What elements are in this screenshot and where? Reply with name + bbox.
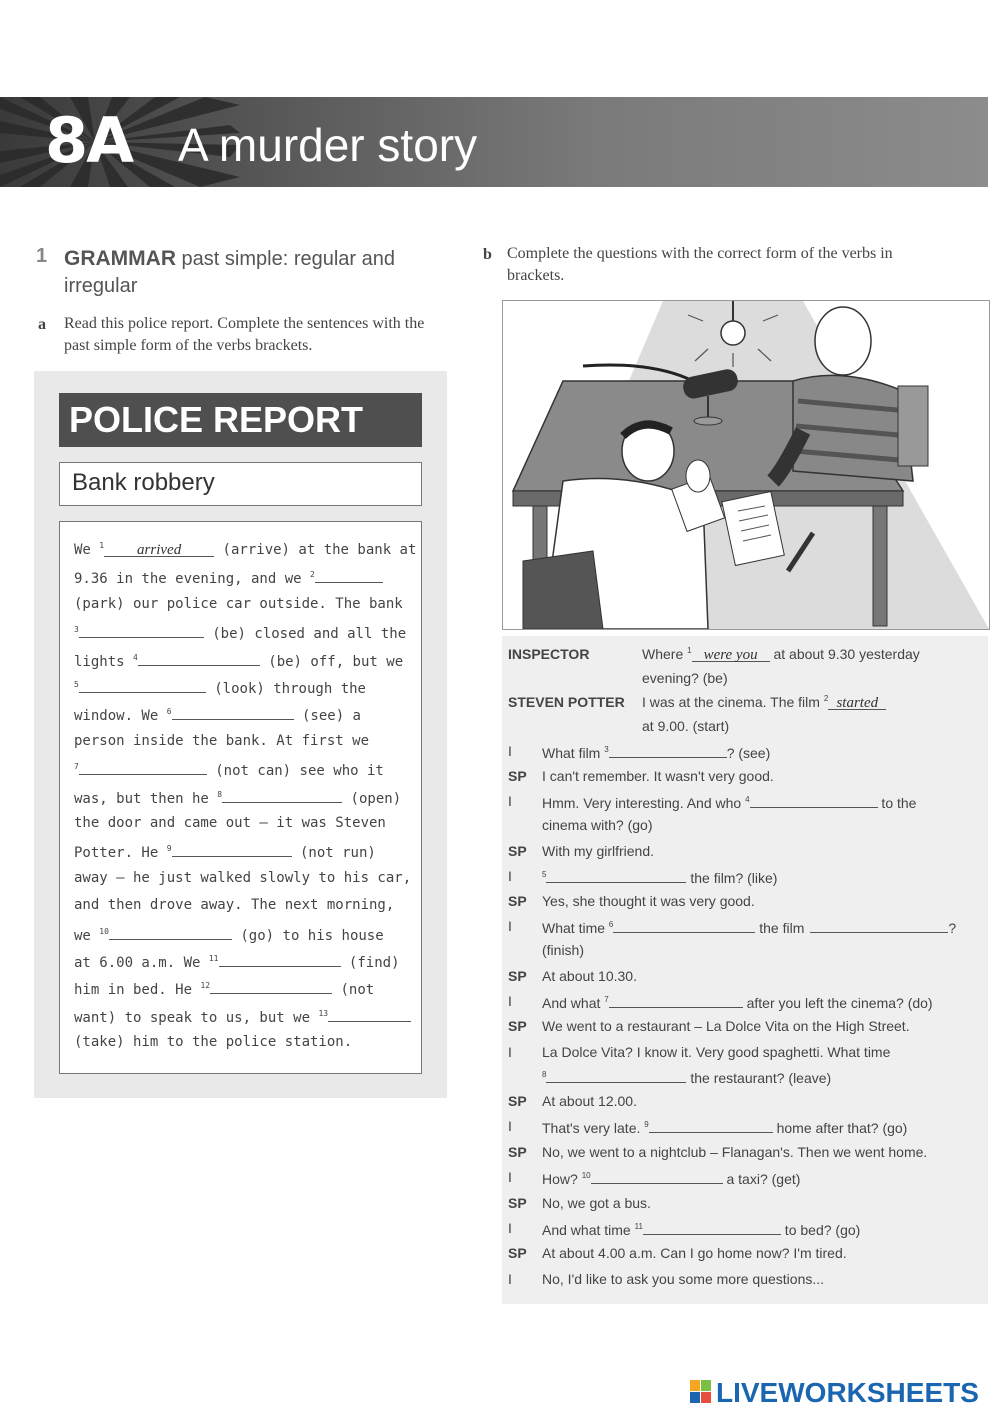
report-line <box>74 870 411 886</box>
speaker-label: SP <box>508 893 527 909</box>
report-line-text: the door and came out – it was Steven <box>74 815 386 831</box>
unit-banner <box>0 97 988 187</box>
dialogue-line <box>642 646 920 662</box>
blank-number: 7 <box>74 762 79 772</box>
report-line-text: Potter. He <box>74 845 167 862</box>
answer-blank[interactable] <box>609 743 727 758</box>
report-line <box>74 842 376 861</box>
dialogue-line <box>542 918 956 936</box>
dialogue-line-text: I was at the cinema. The film <box>642 694 824 710</box>
speaker-label: I <box>508 743 512 759</box>
dialogue-line-text: the restaurant? (leave) <box>686 1070 832 1086</box>
dialogue-line-text: At about 12.00. <box>542 1093 637 1109</box>
answer-blank[interactable] <box>172 842 292 857</box>
speaker-label: SP <box>508 1144 527 1160</box>
blank-number: 13 <box>318 1008 329 1018</box>
dialogue-line <box>542 1271 824 1287</box>
answer-blank[interactable] <box>546 1068 686 1083</box>
report-line-text: (be) off, but we <box>259 653 404 670</box>
answer-blank[interactable] <box>613 918 755 933</box>
answer-blank[interactable] <box>172 705 294 720</box>
report-line <box>74 596 403 612</box>
blank-number: 8 <box>542 1070 547 1079</box>
dialogue-line <box>542 817 653 833</box>
answer-blank[interactable] <box>649 1118 773 1133</box>
blank-number: 4 <box>745 795 750 804</box>
speaker-label: I <box>508 1044 512 1060</box>
unit-title: A murder story <box>178 119 478 171</box>
speaker-label: SP <box>508 768 527 784</box>
dialogue-line <box>642 670 728 686</box>
dialogue-line <box>542 1169 800 1187</box>
dialogue-line-text: (finish) <box>542 942 585 958</box>
report-line-text: away – he just walked slowly to his car, <box>74 869 412 886</box>
answer-blank[interactable] <box>219 952 341 967</box>
dialogue-line-text: No, we went to a nightclub – Flanagan's. Then we went home. <box>542 1144 928 1160</box>
unit-code: 8A <box>45 104 133 177</box>
blank-number: 12 <box>200 981 211 991</box>
blank-number: 6 <box>608 920 614 929</box>
dialogue-line-text: the film? (like) <box>686 870 778 886</box>
dialogue-line-text: What time <box>542 920 609 936</box>
report-line <box>74 623 406 642</box>
blank-number: 3 <box>74 625 79 635</box>
blank-number: 9 <box>644 1120 649 1129</box>
dialogue-line-text: at 9.00. (start) <box>642 718 730 734</box>
report-line-text: person inside the bank. At first we <box>74 732 370 749</box>
report-line-text: We <box>74 542 100 558</box>
report-line <box>74 705 361 724</box>
report-line-text: (find) <box>340 955 400 971</box>
dialogue-line-text: Where <box>642 646 688 662</box>
interrogation-illustration <box>502 300 990 630</box>
report-line <box>74 788 401 807</box>
report-line-text: (look) through the <box>205 681 366 697</box>
report-line <box>74 733 369 749</box>
report-line <box>74 979 374 998</box>
dialogue-line <box>542 993 933 1011</box>
report-line <box>74 952 400 971</box>
answer-blank[interactable] <box>328 1007 411 1022</box>
part-a-letter: a <box>38 316 46 333</box>
dialogue-line <box>542 793 916 811</box>
report-line <box>74 541 416 558</box>
speaker-label: I <box>508 1220 512 1236</box>
report-line-text: (arrive) at the bank at <box>214 542 417 558</box>
answer-blank[interactable]: started <box>828 695 886 710</box>
blank-number: 1 <box>687 646 692 655</box>
answer-blank[interactable] <box>79 760 207 775</box>
blank-number: 8 <box>217 789 223 799</box>
speaker-label: SP <box>508 1245 527 1261</box>
dialogue-line <box>542 968 637 984</box>
part-a-instruction: Read this police report. Complete the sentences with the past simple form of the verbs brackets. <box>64 315 425 354</box>
blank-number: 10 <box>99 926 109 936</box>
dialogue-line <box>542 1220 860 1238</box>
report-title: POLICE REPORT <box>59 393 422 447</box>
report-line <box>74 678 366 697</box>
footer-brand: LIVEWORKSHEETS <box>716 1377 979 1408</box>
report-line <box>74 925 384 944</box>
dialogue-line <box>542 1118 907 1136</box>
dialogue-line <box>542 868 777 886</box>
report-line-text: (not run) <box>291 845 376 862</box>
speaker-label: I <box>508 993 512 1009</box>
blank-number: 1 <box>99 541 105 550</box>
speaker-label: SP <box>508 843 527 859</box>
dialogue-line <box>542 768 774 784</box>
section-heading-rest: past simple: regular and irregular <box>64 248 395 297</box>
speaker-label: I <box>508 868 512 884</box>
dialogue-line-text: Yes, she thought it was very good. <box>542 893 755 909</box>
speaker-label: STEVEN POTTER <box>508 694 625 710</box>
liveworksheets-logo-icon <box>690 1380 712 1404</box>
dialogue-line <box>542 743 770 761</box>
dialogue-line-text: And what time <box>542 1222 635 1238</box>
dialogue-line-text: How? <box>542 1171 582 1187</box>
dialogue-line <box>542 1068 831 1086</box>
dialogue-line-text: We went to a restaurant – La Dolce Vita on the High Street. <box>542 1018 910 1034</box>
answer-blank[interactable] <box>210 979 332 994</box>
answer-blank[interactable] <box>643 1220 781 1235</box>
report-line-text: (take) him to the police station. <box>74 1034 353 1051</box>
report-line-text: (see) a <box>293 708 361 725</box>
report-line <box>74 1007 411 1026</box>
dialogue-line-text: cinema with? (go) <box>542 817 653 833</box>
dialogue-line-text: What film <box>542 745 605 761</box>
blank-number: 6 <box>166 707 172 717</box>
blank-number: 3 <box>604 745 609 754</box>
answer-blank[interactable] <box>609 993 743 1008</box>
report-line-text: was, but then he <box>74 790 218 807</box>
dialogue-line-text: evening? (be) <box>642 670 728 686</box>
dialogue-line <box>542 893 755 909</box>
speaker-label: I <box>508 918 512 934</box>
blank-number: 2 <box>823 694 829 703</box>
dialogue-line <box>642 694 886 710</box>
report-line <box>74 815 386 831</box>
report-line-text: (be) closed and all the <box>203 626 407 643</box>
dialogue-line-text: No, we got a bus. <box>542 1195 651 1211</box>
blank-number: 5 <box>542 870 547 879</box>
dialogue-line <box>542 1144 927 1160</box>
blank-number: 11 <box>208 954 219 963</box>
speaker-label: SP <box>508 1093 527 1109</box>
answer-blank[interactable] <box>546 868 686 883</box>
report-line-text: (open) <box>342 790 402 807</box>
dialogue-line <box>642 718 729 734</box>
report-line-text: and then drove away. The next morning, <box>74 897 395 914</box>
speaker-label: SP <box>508 1018 527 1034</box>
report-line-text: want) to speak to us, but we <box>74 1009 319 1026</box>
section-number: 1 <box>36 245 48 267</box>
report-line-text: him in bed. He <box>74 982 201 999</box>
report-line-text: (not <box>332 982 375 999</box>
dialogue-line-text: home after that? (go) <box>772 1120 908 1136</box>
report-line-text: we <box>74 927 100 944</box>
part-b-letter: b <box>483 246 492 263</box>
report-line <box>74 568 383 587</box>
dialogue-line-text: ? <box>948 920 957 936</box>
dialogue-line-text: to bed? (go) <box>780 1222 861 1238</box>
speaker-label: SP <box>508 1195 527 1211</box>
speaker-label: I <box>508 1271 512 1287</box>
dialogue-line <box>542 1195 651 1211</box>
dialogue-line-text: And what <box>542 995 605 1011</box>
blank-number: 7 <box>604 995 609 1004</box>
report-subtitle: Bank robbery <box>59 462 422 506</box>
answer-blank[interactable] <box>222 788 342 803</box>
dialogue-line-text: the film <box>755 920 805 936</box>
answer-blank[interactable] <box>591 1169 723 1184</box>
dialogue-line <box>542 942 584 958</box>
dialogue-line <box>542 1018 910 1034</box>
section-heading <box>64 245 444 300</box>
dialogue-line-text: I can't remember. It wasn't very good. <box>542 768 774 784</box>
dialogue-line-text: a taxi? (get) <box>722 1171 801 1187</box>
blank-number: 11 <box>634 1222 643 1231</box>
report-line <box>74 897 394 913</box>
report-line <box>74 1034 352 1050</box>
dialogue-line-text: at about 9.30 yesterday <box>769 646 920 662</box>
blank-number: 4 <box>133 652 138 662</box>
sunburst-decoration <box>0 97 988 187</box>
report-line-text: (not can) see who it <box>206 763 384 780</box>
answer-blank[interactable] <box>79 623 204 638</box>
interrogation-scene-icon <box>503 301 989 629</box>
dialogue-line-text: to the <box>877 795 917 811</box>
dialogue-line-text: At about 10.30. <box>542 968 637 984</box>
answer-blank[interactable]: arrived <box>104 542 214 557</box>
section-heading-bold: GRAMMAR <box>64 247 176 270</box>
speaker-label: SP <box>508 968 527 984</box>
dialogue-line-text: At about 4.00 a.m. Can I go home now? I'm tired. <box>542 1245 847 1261</box>
speaker-label: I <box>508 793 512 809</box>
part-b-instruction: Complete the questions with the correct form of the verbs in brackets. <box>507 245 893 284</box>
dialogue-line-text: No, I'd like to ask you some more questions... <box>542 1271 825 1287</box>
report-line <box>74 651 403 670</box>
dialogue-line <box>542 843 654 859</box>
report-line-text: window. We <box>74 708 167 725</box>
speaker-label: I <box>508 1169 512 1185</box>
report-line-text: (park) our police car outside. The bank <box>74 595 403 612</box>
blank-number: 10 <box>581 1171 591 1180</box>
answer-blank[interactable] <box>810 918 948 933</box>
dialogue-line-text: La Dolce Vita? I know it. Very good spaghetti. What time <box>542 1044 891 1060</box>
answer-blank[interactable]: were you <box>692 647 770 662</box>
report-line <box>74 760 384 779</box>
speaker-label: INSPECTOR <box>508 646 590 662</box>
answer-blank[interactable] <box>315 568 383 583</box>
speaker-label: I <box>508 1118 512 1134</box>
blank-number: 2 <box>310 570 315 580</box>
report-line-text: at 6.00 a.m. We <box>74 955 209 971</box>
dialogue-line-text: Hmm. Very interesting. And who <box>542 795 746 811</box>
answer-blank[interactable] <box>109 925 232 940</box>
dialogue-line-text: ? (see) <box>726 745 771 761</box>
dialogue-line <box>542 1044 890 1060</box>
answer-blank[interactable] <box>79 678 206 693</box>
dialogue-line <box>542 1245 847 1261</box>
report-line-text: (go) to his house <box>231 927 384 944</box>
report-line-text: lights <box>74 653 134 670</box>
dialogue-line-text: With my girlfriend. <box>542 843 655 859</box>
report-line-text: 9.36 in the evening, and we <box>74 571 311 588</box>
dialogue-line-text: after you left the cinema? (do) <box>742 995 933 1011</box>
dialogue-line-text: That's very late. <box>542 1120 645 1136</box>
blank-number: 5 <box>74 680 79 689</box>
dialogue-line <box>542 1093 637 1109</box>
blank-number: 9 <box>166 844 172 854</box>
answer-blank[interactable] <box>750 793 878 808</box>
answer-blank[interactable] <box>138 651 260 666</box>
